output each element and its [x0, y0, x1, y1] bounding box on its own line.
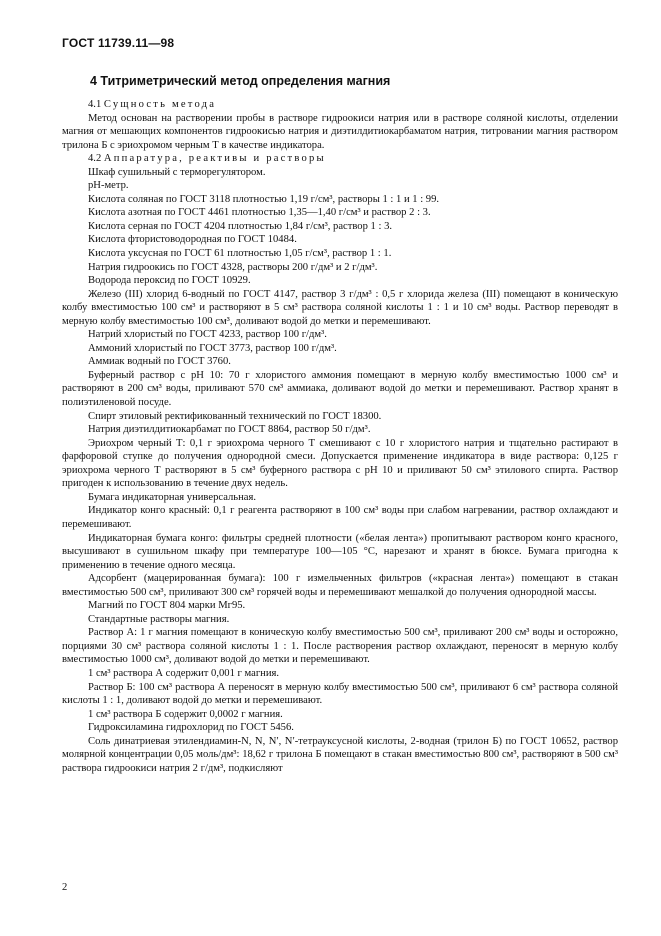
paragraph-text: Индикатор конго красный: 0,1 г реагента растворяют в 100 см³ воды при слабом нагревании, раствор охлаждают и перемешивают.: [62, 505, 618, 530]
document-header: ГОСТ 11739.11—98: [62, 36, 175, 50]
paragraph: [62, 355, 618, 369]
subsection-title: Аппаратура, реактивы и растворы: [103, 153, 326, 165]
paragraph-text: Гидроксиламина гидрохлорид по ГОСТ 5456.: [88, 722, 294, 734]
paragraph: [62, 328, 618, 342]
paragraph-text: Стандартные растворы магния.: [88, 613, 230, 625]
paragraph-text: Индикаторная бумага конго: фильтры средней плотности («белая лента») пропитывают раствором конго красного, высушивают в сушильном шкафу при температуре 100—105 °С, нарезают и хранят в бюксе. Бумага пригодна к применению в течение одного месяца.: [62, 532, 618, 571]
paragraph-text: 1 см³ раствора Б содержит 0,0002 г магния.: [88, 708, 283, 720]
paragraph: [62, 532, 618, 573]
paragraph: [62, 437, 618, 491]
paragraph-text: Магний по ГОСТ 804 марки Мг95.: [88, 600, 246, 612]
paragraph-text: рН-метр.: [88, 180, 129, 192]
paragraph-text: Аммоний хлористый по ГОСТ 3773, раствор 100 г/дм³.: [88, 342, 337, 354]
paragraph: [62, 599, 618, 613]
paragraph-text: Раствор Б: 100 см³ раствора А переносят в мерную колбу вместимостью 500 см³, приливают 6 см³ раствора соляной кислоты 1 : 1, доливают водой до метки и перемешивают.: [62, 681, 618, 707]
paragraph: [62, 613, 618, 627]
paragraph-text: Кислота соляная по ГОСТ 3118 плотностью 1,19 г/см³, растворы 1 : 1 и 1 : 99.: [88, 193, 440, 205]
paragraph: [62, 423, 618, 437]
paragraph: [62, 274, 618, 288]
paragraph-text: Аммиак водный по ГОСТ 3760.: [88, 356, 231, 368]
paragraph-text: Соль динатриевая этилендиамин-N, N, N′, N′-тетрауксусной кислоты, 2-водная (трилон Б) по ГОСТ 10652, раствор молярной концентрации 0,05 моль/дм³: 18,62 г трилона Б помещают в стакан вместимостью 800 см³, растворяют в 500 см³ раствора гидроокиси натрия 2 г/дм³, подкисляют: [62, 735, 618, 774]
paragraph: [62, 288, 618, 329]
paragraph-text: Кислота фтористоводородная по ГОСТ 10484.: [88, 234, 297, 246]
paragraph: [62, 491, 618, 505]
section-title: 4 Титриметрический метод определения магния: [90, 74, 391, 88]
paragraph-text: Железо (III) хлорид 6-водный по ГОСТ 4147, раствор 3 г/дм³ : 0,5 г хлорида железа (III) помещают в коническую колбу вместимостью 100 см³ и растворяют в 5 см³ раствора соляной кислоты 1 : 1 и 10 см³ воды. Раствор переводят в мерную колбу вместимостью 100 см³, доливают водой до метки и перемешивают.: [62, 288, 618, 327]
subsection-number: 4.1: [88, 99, 104, 110]
paragraph: [62, 261, 618, 275]
paragraph-text: Шкаф сушильный с терморегулятором.: [88, 166, 266, 178]
paragraph: [62, 342, 618, 356]
paragraph: [62, 98, 618, 112]
paragraph-text: Натрия диэтилдитиокарбамат по ГОСТ 8864, раствор 50 г/дм³.: [88, 424, 371, 436]
paragraph-text: Эриохром черный Т: 0,1 г эриохрома черного Т смешивают с 10 г хлористого натрия и тщательно растирают в фарфоровой ступке до получения однородной смеси. Допускается применение индикатора в виде раствора: 0,125 г эриохрома черного Т растворяют в 5 см³ буферного раствора с рН 10 и приливают 50 см³ этилового спирта. Раствор пригоден к использованию в течение двух недель.: [62, 437, 618, 490]
paragraph-text: Кислота азотная по ГОСТ 4461 плотностью 1,35—1,40 г/см³ и раствор 2 : 3.: [88, 207, 431, 219]
paragraph: [62, 735, 618, 776]
paragraph: [62, 626, 618, 667]
paragraph-text: Натрий хлористый по ГОСТ 4233, раствор 100 г/дм³.: [88, 329, 327, 341]
paragraph-text: Кислота серная по ГОСТ 4204 плотностью 1,84 г/см³, раствор 1 : 3.: [88, 220, 393, 232]
paragraph-text: Натрия гидроокись по ГОСТ 4328, растворы 200 г/дм³ и 2 г/дм³.: [88, 261, 378, 273]
paragraph-text: Метод основан на растворении пробы в растворе гидроокиси натрия или в растворе соляной кислоты, отделении магния от мешающих компонентов гидроокисью натрия и диэтилдитиокарбаматом натрия, титровании магния раствором трилона Б с эриохромом черным Т в качестве индикатора.: [62, 112, 618, 151]
paragraph: [62, 179, 618, 193]
paragraph: [62, 504, 618, 531]
paragraph: [62, 152, 618, 166]
paragraph-text: Адсорбент (мацерированная бумага): 100 г измельченных фильтров («красная лента») помещают в стакан вместимостью 500 см³, приливают 300 см³ горячей воды и перемешивают мешалкой до получения однородной массы.: [62, 573, 618, 598]
paragraph: [62, 233, 618, 247]
paragraph: [62, 708, 618, 722]
paragraph: [62, 572, 618, 599]
paragraph: [62, 410, 618, 424]
document-body: [62, 98, 618, 775]
paragraph-text: Раствор А: 1 г магния помещают в коническую колбу вместимостью 500 см³, приливают 200 см³ воды и осторожно, порциями 30 см³ раствора соляной кислоты 1 : 1. После растворения раствор охлаждают, переносят в мерную колбу вместимостью 1000 см³, доливают водой до метки и перемешивают.: [62, 627, 618, 666]
paragraph: [62, 667, 618, 681]
page-number: 2: [62, 882, 68, 893]
subsection-title: Сущность метода: [103, 99, 217, 110]
paragraph: [62, 681, 618, 708]
paragraph: [62, 721, 618, 735]
paragraph: [62, 193, 618, 207]
paragraph: [62, 206, 618, 220]
paragraph-text: Буферный раствор с рН 10: 70 г хлористого аммония помещают в мерную колбу вместимостью 1000 см³ и растворяют в 200 см³ воды, приливают 570 см³ аммиака, доливают водой до метки и перемешивают. Раствор хранят в полиэтиленовой посуде.: [62, 369, 618, 409]
paragraph: [62, 369, 618, 410]
paragraph: [62, 247, 618, 261]
paragraph-text: Спирт этиловый ректификованный технический по ГОСТ 18300.: [88, 410, 382, 422]
paragraph-text: Водорода пероксид по ГОСТ 10929.: [88, 275, 251, 287]
paragraph: [62, 166, 618, 180]
paragraph-text: 1 см³ раствора А содержит 0,001 г магния.: [88, 667, 280, 679]
paragraph: [62, 220, 618, 234]
document-page: [62, 36, 618, 775]
paragraph-text: Кислота уксусная по ГОСТ 61 плотностью 1,05 г/см³, раствор 1 : 1.: [88, 248, 392, 260]
subsection-number: 4.2: [88, 153, 104, 165]
paragraph: [62, 112, 618, 153]
paragraph-text: Бумага индикаторная универсальная.: [88, 491, 257, 503]
